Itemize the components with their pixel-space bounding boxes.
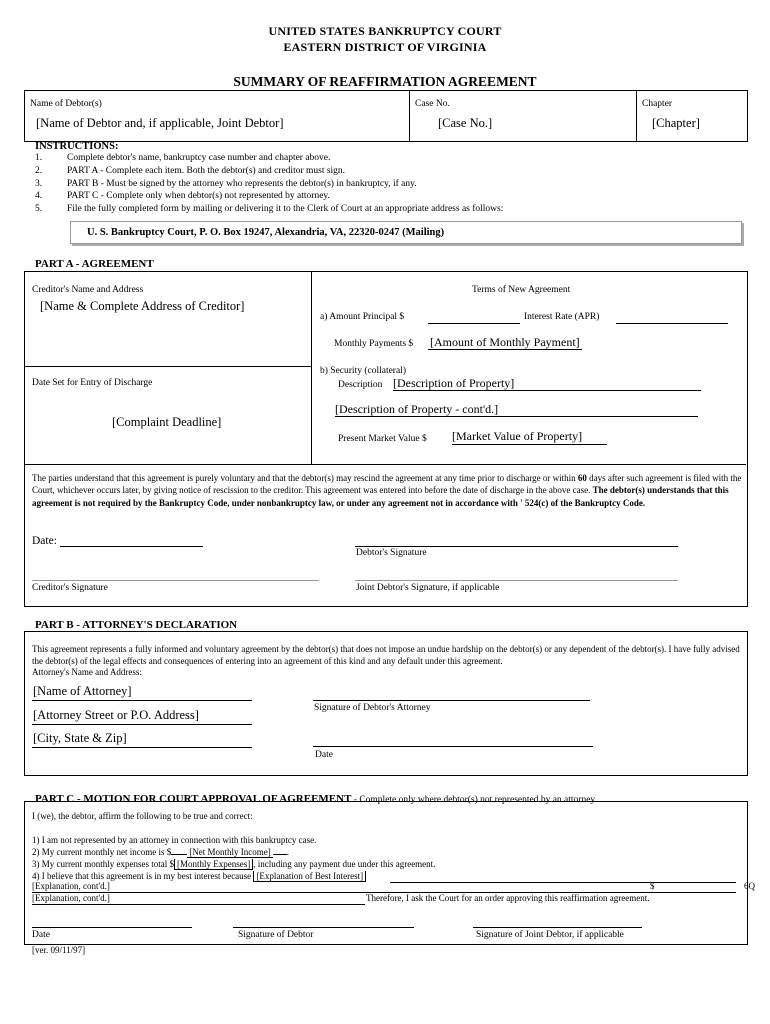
joint-debtor-signature-label: Joint Debtor's Signature, if applicable	[356, 583, 500, 593]
description-cont-field[interactable]: [Description of Property - cont'd.]	[335, 402, 499, 416]
instruction-item	[35, 166, 735, 179]
description-underline	[393, 390, 701, 391]
attorney-name-field[interactable]: [Name of Attorney]	[33, 684, 132, 698]
monthly-payment-field[interactable]	[428, 335, 582, 350]
date-field[interactable]	[60, 546, 203, 547]
divider	[636, 90, 637, 141]
part-b-heading: PART B - ATTORNEY'S DECLARATION	[35, 619, 238, 631]
best-interest-underline	[390, 882, 736, 883]
part-c-intro: I (we), the debtor, affirm the following to be true and correct:	[32, 811, 253, 821]
description-field[interactable]: [Description of Property]	[393, 376, 515, 390]
instructions-title: INSTRUCTIONS:	[35, 141, 119, 152]
district-name: EASTERN DISTRICT OF VIRGINIA	[283, 40, 487, 54]
instruction-num: 3.	[35, 178, 43, 189]
creditor-signature-line[interactable]	[32, 580, 319, 581]
statement-text: days after such agreement is filed with the Court, whichever occurs later, by giving notice of rescission to the creditor. This agreement was entered into before the date of discharge in the above case.	[32, 473, 742, 496]
part-c-heading-note: - Complete only where debtor(s) not represented by an attorney.	[351, 795, 597, 805]
monthly-expenses-post: , including any payment due under this agreement.	[253, 859, 436, 869]
statement-days: 60	[577, 473, 587, 483]
instruction-item	[35, 191, 735, 204]
instruction-item	[35, 179, 735, 192]
attorney-city-field[interactable]: [City, State & Zip]	[33, 731, 127, 745]
therefore-statement: Therefore, I ask the Court for an order approving this reaffirmation agreement.	[366, 893, 650, 903]
attorney-city-underline	[32, 747, 252, 748]
terms-label: Terms of New Agreement	[472, 285, 571, 295]
attorney-name-address-label: Attorney's Name and Address:	[32, 667, 142, 677]
divider	[24, 464, 746, 465]
instruction-text: Complete debtor's name, bankruptcy case number and chapter above.	[67, 153, 331, 163]
discharge-date-label: Date Set for Entry of Discharge	[32, 378, 153, 388]
part-a-heading: PART A - AGREEMENT	[35, 258, 154, 270]
amount-principal-label: a) Amount Principal $	[320, 312, 405, 322]
interest-rate-label: Interest Rate (APR)	[524, 312, 600, 322]
part-c-debtor-signature-line[interactable]	[233, 927, 414, 928]
discharge-date-field[interactable]: [Complaint Deadline]	[112, 415, 222, 429]
statement-bold: The debtor(s) understands that this agreement is not required by the Bankruptcy Code, under nonbankruptcy law, or under any agreement not in accordance with ' 524(c) of the Bankruptcy Code.	[32, 485, 729, 508]
interest-rate-field[interactable]	[616, 323, 728, 324]
part-c-debtor-signature-label: Signature of Debtor	[238, 930, 314, 940]
explanation-field-2[interactable]: [Explanation, cont'd.]	[32, 893, 110, 903]
net-income-field[interactable]: [Net Monthly Income]	[189, 847, 271, 857]
part-a-statement	[32, 472, 744, 509]
instruction-item	[35, 204, 735, 217]
monthly-payment-value: [Amount of Monthly Payment]	[430, 335, 580, 349]
monthly-expenses-label: 3) My current monthly expenses total $	[32, 859, 174, 869]
instruction-text: File the fully completed form by mailing or delivering it to the Clerk of Court at an appropriate address as follows:	[67, 204, 504, 215]
not-represented-statement: 1) I am not represented by an attorney in connection with this bankruptcy case.	[32, 835, 317, 845]
joint-debtor-signature-line[interactable]	[355, 580, 678, 581]
debtor-name-field[interactable]: [Name of Debtor and, if applicable, Joint Debtor]	[36, 116, 284, 130]
net-income-line: 2) My current monthly net income is $ [Net Monthly Income] .	[32, 847, 289, 857]
creditor-signature-label: Creditor's Signature	[32, 583, 108, 593]
instructions-list	[35, 153, 735, 217]
instruction-num: 2.	[35, 165, 43, 176]
explanation-field-1[interactable]: [Explanation, cont'd.]	[32, 881, 110, 891]
attorney-street-underline	[32, 724, 252, 725]
attorney-name-underline	[32, 700, 252, 701]
form-title: SUMMARY OF REAFFIRMATION AGREEMENT	[233, 74, 537, 89]
divider	[24, 366, 312, 367]
attorney-date-line[interactable]	[313, 746, 593, 747]
debtor-signature-label: Debtor's Signature	[356, 548, 427, 558]
attorney-date-label: Date	[315, 750, 333, 760]
instruction-text: PART B - Must be signed by the attorney who represents the debtor(s) in bankruptcy, if any.	[67, 178, 417, 189]
stray-text: 6Q	[744, 881, 755, 891]
date-label: Date:	[32, 535, 57, 547]
instruction-num: 4.	[35, 191, 43, 202]
instruction-num: 5.	[35, 204, 43, 215]
case-number-field[interactable]: [Case No.]	[438, 116, 493, 130]
monthly-payment-label: Monthly Payments $	[334, 339, 414, 349]
attorney-declaration: This agreement represents a fully informed and voluntary agreement by the debtor(s) that does not impose an undue hardship on the debtor(s) or any dependent of the debtor(s). I have fully advised the debtor(s) of the legal effects and consequences of entering into an agreement of this kind and any default under this agreement.	[32, 644, 740, 666]
attorney-street-field[interactable]: [Attorney Street or P.O. Address]	[33, 708, 199, 722]
part-c-joint-signature-line[interactable]	[473, 927, 642, 928]
instruction-item	[35, 153, 735, 166]
attorney-signature-label: Signature of Debtor's Attorney	[314, 703, 431, 713]
instruction-text: PART A - Complete each item. Both the debtor(s) and creditor must sign.	[67, 165, 346, 176]
market-value-label: Present Market Value $	[338, 434, 427, 444]
chapter-label: Chapter	[642, 99, 673, 109]
instruction-text: PART C - Complete only when debtor(s) not represented by attorney.	[67, 191, 330, 202]
amount-principal-field[interactable]	[428, 323, 520, 324]
security-label: b) Security (collateral)	[320, 366, 406, 376]
monthly-expenses-line	[32, 859, 435, 869]
dollar-sign: $	[650, 881, 655, 891]
debtor-name-label: Name of Debtor(s)	[30, 99, 102, 109]
blank	[171, 854, 187, 855]
creditor-field[interactable]: [Name & Complete Address of Creditor]	[40, 299, 245, 313]
creditor-label: Creditor's Name and Address	[32, 285, 144, 295]
court-name: UNITED STATES BANKRUPTCY COURT	[268, 24, 502, 38]
debtor-signature-line[interactable]	[355, 546, 678, 547]
mailing-address: U. S. Bankruptcy Court, P. O. Box 19247, Alexandria, VA, 22320-0247 (Mailing)	[87, 227, 445, 238]
attorney-signature-line[interactable]	[313, 700, 590, 701]
divider	[409, 90, 410, 141]
case-number-label: Case No.	[415, 99, 450, 109]
best-interest-field[interactable]: [Explanation of Best Interest]	[253, 871, 366, 882]
part-c-date-line[interactable]	[32, 927, 192, 928]
market-value-field[interactable]: [Market Value of Property]	[452, 429, 583, 443]
statement-text: The parties understand that this agreement is purely voluntary and that the debtor(s) may rescind the agreement at any time prior to discharge or within	[32, 473, 578, 483]
description-label: Description	[338, 380, 383, 390]
part-c-heading-text: PART C - MOTION FOR COURT APPROVAL OF AGREEMENT	[35, 793, 352, 805]
mailing-address-box	[70, 221, 742, 244]
net-income-label: 2) My current monthly net income is $	[32, 847, 172, 857]
part-c-date-label: Date	[32, 930, 50, 940]
market-value-underline	[452, 444, 607, 445]
best-interest-label: 4) I believe that this agreement is in my best interest because	[32, 871, 252, 881]
instruction-num: 1.	[35, 153, 43, 163]
form-version: [ver. 09/11/97]	[32, 945, 86, 955]
monthly-expenses-field[interactable]: [Monthly Expenses]	[174, 859, 253, 870]
description-cont-underline	[335, 416, 698, 417]
explanation-underline-2	[32, 904, 365, 905]
part-c-joint-signature-label: Signature of Joint Debtor, if applicable	[476, 930, 624, 940]
best-interest-line	[32, 871, 366, 881]
chapter-field[interactable]: [Chapter]	[652, 116, 700, 130]
blank	[273, 854, 287, 855]
divider	[311, 271, 312, 464]
